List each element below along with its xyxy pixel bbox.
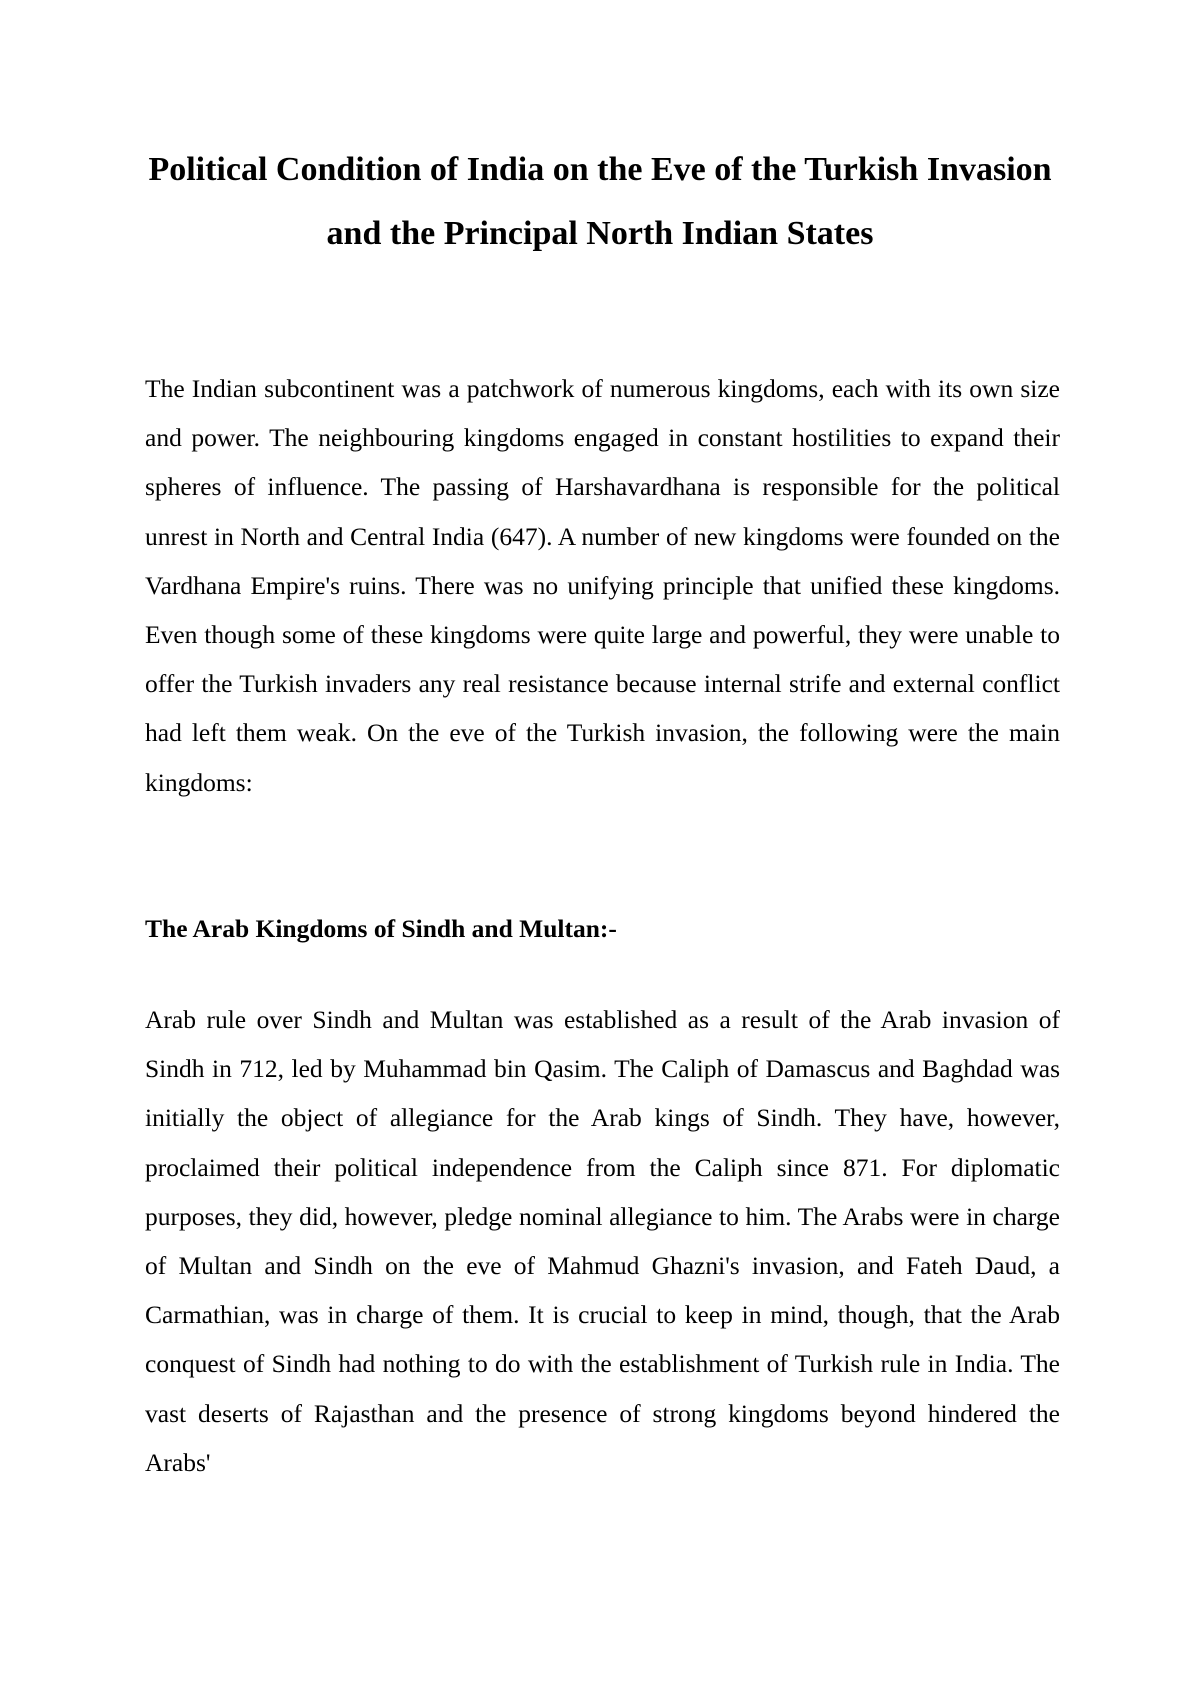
intro-paragraph: The Indian subcontinent was a patchwork of numerous kingdoms, each with its own size and power. The neighbouring kingdoms engaged in constant hostilities to expand their spheres of influence. The passing of Harshavardhana is responsible for the political unrest in North and Central India (647). A number of new kingdoms were founded on the Vardhana Empire's ruins. There was no unifying principle that unified these kingdoms. Even though some of these kingdoms were quite large and powerful, they were unable to offer the Turkish invaders any real resistance because internal strife and external conflict had left them weak. On the eve of the Turkish invasion, the following were the main kingdoms: [145,374,1060,797]
section-heading: The Arab Kingdoms of Sindh and Multan:- [145,914,617,943]
section-paragraph: Arab rule over Sindh and Multan was established as a result of the Arab invasion of Sindh in 712, led by Muhammad bin Qasim. The Caliph of Damascus and Baghdad was initially the object of allegiance for the Arab kings of Sindh. They have, however, proclaimed their political independence from the Caliph since 871. For diplomatic purposes, they did, however, pledge nominal allegiance to him. The Arabs were in charge of Multan and Sindh on the eve of Mahmud Ghazni's invasion, and Fateh Daud, a Carmathian, was in charge of them. It is crucial to keep in mind, though, that the Arab conquest of Sindh had nothing to do with the establishment of Turkish rule in India. The vast deserts of Rajasthan and the presence of strong kingdoms beyond hindered the Arabs' [145,1005,1060,1477]
document-title: Political Condition of India on the Eve of the Turkish Invasion and the Principal North Indian States [148,151,1052,252]
